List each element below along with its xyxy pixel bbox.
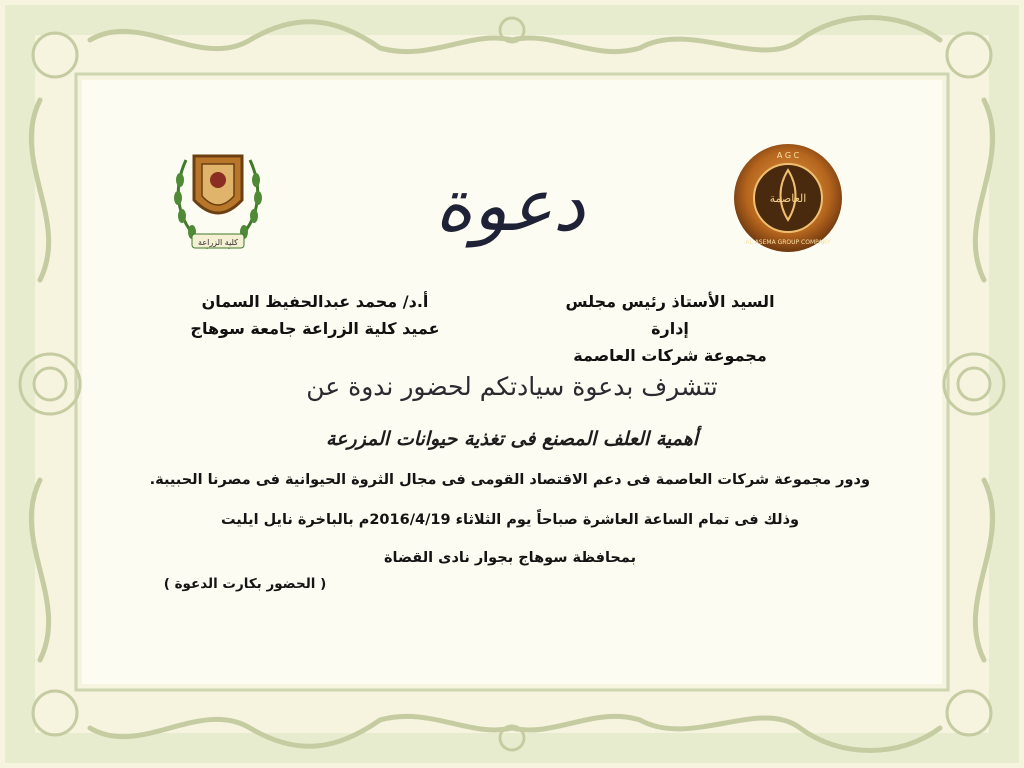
- seminar-time: وذلك فى تمام الساعة العاشرة صباحاً يوم الثلاثاء 2016/4/19م بالباخرة نايل ايليت: [220, 512, 800, 528]
- host-company-title: السيد الأستاذ رئيس مجلس إدارة: [565, 292, 775, 338]
- svg-text:دعوة: دعوة: [435, 163, 585, 247]
- faculty-emblem-logo: [168, 140, 268, 260]
- invitation-title: [420, 138, 600, 268]
- host-dean-name: أ.د/ محمد عبدالحفيظ السمان: [201, 292, 429, 311]
- agc-company-logo: [732, 142, 844, 254]
- svg-text:كلية الزراعة: كلية الزراعة: [198, 238, 238, 247]
- seminar-location: بمحافظة سوهاج بجوار نادى القضاة: [383, 550, 637, 566]
- svg-text:A G C: A G C: [776, 151, 800, 160]
- attendance-note: ( الحضور بكارت الدعوة ): [163, 576, 327, 592]
- seminar-description: ودور مجموعة شركات العاصمة فى دعم الاقتصاد القومى فى مجال الثروة الحيوانية فى مصرنا الحبيبة.: [149, 472, 870, 488]
- invitation-lead: تتشرف بدعوة سيادتكم لحضور ندوة عن: [306, 372, 718, 401]
- seminar-topic: أهمية العلف المصنع فى تغذية حيوانات المزرعة: [325, 428, 699, 450]
- host-company-block: [560, 288, 780, 369]
- host-company-name: مجموعة شركات العاصمة: [573, 346, 767, 365]
- svg-text:العاصمة: العاصمة: [769, 192, 807, 205]
- svg-text:AL ASEMA GROUP COMPANY: AL ASEMA GROUP COMPANY: [745, 239, 831, 246]
- host-faculty-block: [185, 288, 445, 342]
- host-dean-title: عميد كلية الزراعة جامعة سوهاج: [190, 319, 440, 338]
